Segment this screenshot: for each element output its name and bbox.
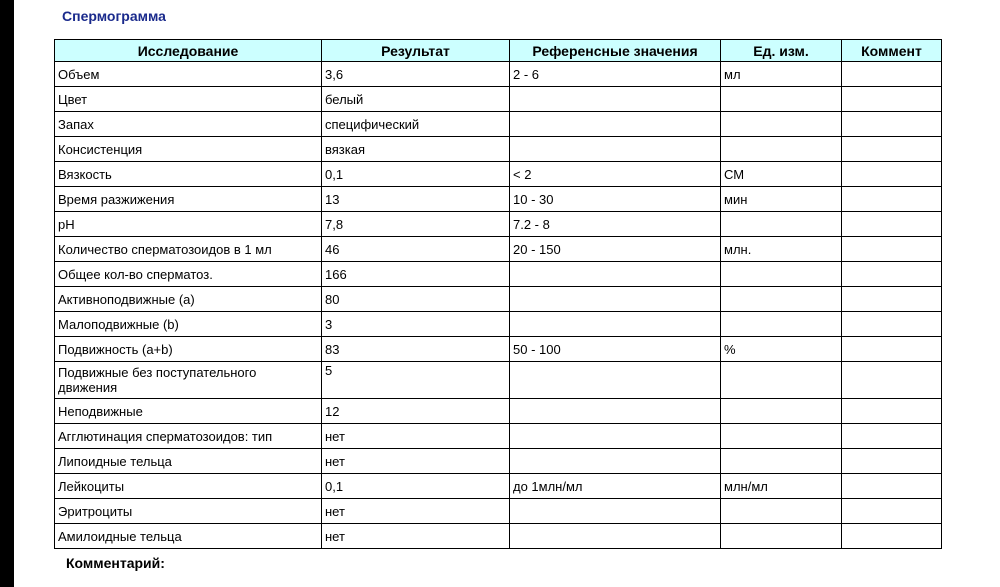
- column-header: Результат: [322, 40, 510, 62]
- table-cell: 7,8: [322, 212, 510, 237]
- table-cell: [721, 312, 842, 337]
- table-cell: [842, 87, 942, 112]
- table-cell: [721, 112, 842, 137]
- table-cell: 5: [322, 362, 510, 399]
- table-cell: [842, 287, 942, 312]
- table-cell: млн/мл: [721, 474, 842, 499]
- table-cell: Количество сперматозоидов в 1 мл: [55, 237, 322, 262]
- table-cell: 0,1: [322, 162, 510, 187]
- table-cell: 3,6: [322, 62, 510, 87]
- table-cell: %: [721, 337, 842, 362]
- column-header: Коммент: [842, 40, 942, 62]
- table-cell: 12: [322, 399, 510, 424]
- table-cell: Общее кол-во сперматоз.: [55, 262, 322, 287]
- table-row: [55, 87, 942, 112]
- table-row: [55, 499, 942, 524]
- table-cell: [510, 112, 721, 137]
- table-cell: [510, 499, 721, 524]
- table-cell: Активноподвижные (а): [55, 287, 322, 312]
- table-cell: [842, 137, 942, 162]
- table-cell: Лейкоциты: [55, 474, 322, 499]
- table-cell: млн.: [721, 237, 842, 262]
- table-cell: специфический: [322, 112, 510, 137]
- table-cell: [842, 312, 942, 337]
- table-cell: Вязкость: [55, 162, 322, 187]
- table-cell: 13: [322, 187, 510, 212]
- table-cell: до 1млн/мл: [510, 474, 721, 499]
- column-header: Ед. изм.: [721, 40, 842, 62]
- table-cell: [842, 474, 942, 499]
- document-sheet: [14, 0, 1000, 587]
- table-cell: [510, 262, 721, 287]
- table-cell: [510, 287, 721, 312]
- table-cell: [842, 212, 942, 237]
- table-row: [55, 474, 942, 499]
- table-row: [55, 212, 942, 237]
- table-cell: 7.2 - 8: [510, 212, 721, 237]
- table-row: [55, 162, 942, 187]
- table-cell: Подвижность (a+b): [55, 337, 322, 362]
- table-cell: [842, 187, 942, 212]
- table-row: [55, 399, 942, 424]
- table-cell: < 2: [510, 162, 721, 187]
- table-cell: Цвет: [55, 87, 322, 112]
- table-cell: мин: [721, 187, 842, 212]
- table-row: [55, 237, 942, 262]
- table-cell: [721, 137, 842, 162]
- table-cell: [721, 424, 842, 449]
- table-header-row: [55, 40, 942, 62]
- table-cell: [842, 112, 942, 137]
- table-cell: [842, 62, 942, 87]
- table-cell: нет: [322, 524, 510, 549]
- table-row: [55, 187, 942, 212]
- table-cell: [842, 362, 942, 399]
- table-cell: [721, 362, 842, 399]
- table-cell: 2 - 6: [510, 62, 721, 87]
- table-cell: [721, 449, 842, 474]
- table-cell: [842, 524, 942, 549]
- table-cell: 3: [322, 312, 510, 337]
- table-cell: [842, 337, 942, 362]
- table-row: [55, 287, 942, 312]
- left-border: [0, 0, 14, 587]
- table-cell: [842, 262, 942, 287]
- table-cell: [721, 262, 842, 287]
- table-cell: Эритроциты: [55, 499, 322, 524]
- table-cell: [510, 87, 721, 112]
- table-cell: [721, 399, 842, 424]
- comment-label: Комментарий:: [66, 555, 165, 571]
- table-cell: Объем: [55, 62, 322, 87]
- table-row: [55, 312, 942, 337]
- column-header: Референсные значения: [510, 40, 721, 62]
- table-row: [55, 449, 942, 474]
- table-cell: [721, 87, 842, 112]
- table-cell: [721, 499, 842, 524]
- table-cell: [510, 399, 721, 424]
- table-cell: Запах: [55, 112, 322, 137]
- table-cell: нет: [322, 499, 510, 524]
- table-cell: 46: [322, 237, 510, 262]
- table-body: [55, 62, 942, 549]
- table-cell: [842, 237, 942, 262]
- table-cell: Время разжижения: [55, 187, 322, 212]
- table-cell: [510, 137, 721, 162]
- table-row: [55, 62, 942, 87]
- table-cell: [510, 424, 721, 449]
- table-cell: 80: [322, 287, 510, 312]
- table-cell: 0,1: [322, 474, 510, 499]
- table-cell: [721, 524, 842, 549]
- table-cell: 166: [322, 262, 510, 287]
- table-cell: [842, 162, 942, 187]
- table-cell: [842, 399, 942, 424]
- table-cell: мл: [721, 62, 842, 87]
- table-row: [55, 524, 942, 549]
- table-cell: [510, 362, 721, 399]
- table-cell: Малоподвижные (b): [55, 312, 322, 337]
- table-cell: белый: [322, 87, 510, 112]
- table-cell: [842, 499, 942, 524]
- table-cell: 20 - 150: [510, 237, 721, 262]
- table-cell: нет: [322, 449, 510, 474]
- table-cell: [721, 287, 842, 312]
- table-row: [55, 337, 942, 362]
- table-cell: Консистенция: [55, 137, 322, 162]
- table-cell: СМ: [721, 162, 842, 187]
- table-cell: [510, 312, 721, 337]
- table-row: [55, 362, 942, 399]
- table-cell: [842, 424, 942, 449]
- table-cell: [842, 449, 942, 474]
- document-title: Спермограмма: [62, 8, 166, 24]
- table-cell: [721, 212, 842, 237]
- table-cell: Подвижные без поступательного движения: [55, 362, 322, 399]
- table-cell: Агглютинация сперматозоидов: тип: [55, 424, 322, 449]
- table-row: [55, 424, 942, 449]
- column-header: Исследование: [55, 40, 322, 62]
- table-cell: 10 - 30: [510, 187, 721, 212]
- table-cell: Липоидные тельца: [55, 449, 322, 474]
- table-cell: вязкая: [322, 137, 510, 162]
- results-table: [54, 39, 942, 549]
- table-cell: Амилоидные тельца: [55, 524, 322, 549]
- table-cell: [510, 449, 721, 474]
- table-cell: Неподвижные: [55, 399, 322, 424]
- table-row: [55, 262, 942, 287]
- table-cell: нет: [322, 424, 510, 449]
- table-cell: 50 - 100: [510, 337, 721, 362]
- table-row: [55, 137, 942, 162]
- table-cell: pH: [55, 212, 322, 237]
- table-cell: 83: [322, 337, 510, 362]
- table-row: [55, 112, 942, 137]
- table-cell: [510, 524, 721, 549]
